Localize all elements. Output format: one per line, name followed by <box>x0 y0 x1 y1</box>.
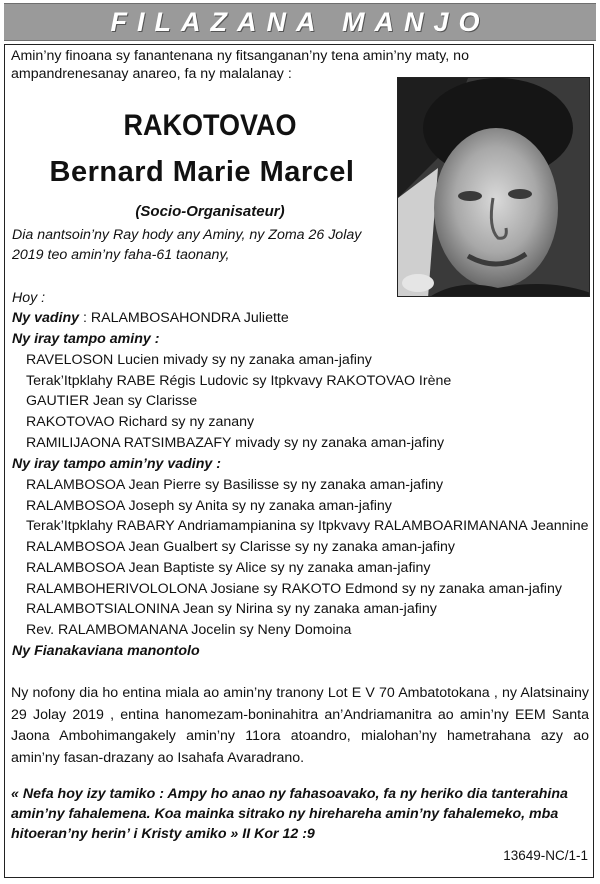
list-item: RALAMBOHERIVOLOLONA Josiane sy RAKOTO Edmond sy ny zanaka aman-jafiny <box>26 581 562 597</box>
reference-code: 13649-NC/1-1 <box>503 848 588 863</box>
funeral-text: Ny nofony dia ho entina miala ao amin’ny tranony Lot E V 70 Ambatotokana , ny Alatsinainy 29 Jolay 2019 , entina hanomezam-boninahitra an’Andriamanitra ao amin’ny EEM Santa Jaona Ambohimangakely amin’ny 11ora atoandro, mialohan’ny hametrahana azy ao amin’ny fasan-drazany ao Isahafa Avaradrano. <box>11 685 589 766</box>
list-item: RAMILIJAONA RATSIMBAZAFY mivady sy ny zanaka aman-jafiny <box>26 435 445 451</box>
list-item: RAKOTOVAO Richard sy ny zanany <box>26 414 255 430</box>
spouse-relatives-heading: Ny iray tampo amin’ny vadiny : <box>12 456 221 472</box>
bible-quote: « Nefa hoy izy tamiko : Ampy ho anao ny fahasoavako, fa ny heriko dia tanterahina amin’ny fahalemena. Koa mainka sitrako ny hirehareha amin’ny fahalemeko, mba hitoeran’ny herin’ i Kristy amiko » II Kor 12 :9 <box>11 786 568 842</box>
deceased-given-names: Bernard Marie Marcel <box>49 156 355 188</box>
spouse-line <box>12 310 289 326</box>
spouse-label: Ny vadiny <box>12 310 80 326</box>
own-relatives-label: Ny iray tampo aminy <box>12 331 151 347</box>
list-item: RALAMBOTSIALONINA Jean sy Nirina sy ny zanaka aman-jafiny <box>26 601 437 617</box>
list-item: RAVELOSON Lucien mivady sy ny zanaka aman-jafiny <box>26 352 372 368</box>
family-all-label: Ny Fianakaviana manontolo <box>12 643 200 659</box>
list-item: GAUTIER Jean sy Clarisse <box>26 393 198 409</box>
intro-text: Amin’ny finoana sy fanantenana ny fitsanganan’ny tena amin’ny maty, no ampandrenesanay anareo, fa ny malalanay : <box>11 48 469 82</box>
deceased-surname: RAKOTOVAO <box>123 109 297 142</box>
list-item: Rev. RALAMBOMANANA Jocelin sy Neny Domoina <box>26 622 352 638</box>
header-banner <box>4 3 596 41</box>
list-item: RALAMBOSOA Jean Pierre sy Basilisse sy ny zanaka aman-jafiny <box>26 477 444 493</box>
deceased-title: (Socio-Organisateur) <box>135 203 285 220</box>
list-item: Terak’Itpklahy RABARY Andriamampianina sy Itpkvavy RALAMBOARIMANANA Jeannine <box>26 518 589 534</box>
list-item: RALAMBOSOA Joseph sy Anita sy ny zanaka aman-jafiny <box>26 498 392 514</box>
spouse-value: : RALAMBOSAHONDRA Juliette <box>79 310 289 326</box>
list-item: RALAMBOSOA Jean Gualbert sy Clarisse sy ny zanaka aman-jafiny <box>26 539 455 555</box>
death-notice: Dia nantsoin’ny Ray hody any Aminy, ny Zoma 26 Jolay 2019 teo amin’ny faha-61 taonany, <box>12 227 362 263</box>
own-relatives-suffix: : <box>150 331 160 347</box>
hoy-label: Hoy : <box>12 290 46 306</box>
list-item: RALAMBOSOA Jean Baptiste sy Alice sy ny zanaka aman-jafiny <box>26 560 431 576</box>
portrait-image <box>398 78 590 297</box>
page-title: FILAZANA MANJO <box>110 7 490 37</box>
list-item: Terak’Itpklahy RABE Régis Ludovic sy Itpkvavy RAKOTOVAO Irène <box>26 373 452 389</box>
portrait-photo <box>397 77 590 297</box>
own-relatives-heading <box>12 331 159 347</box>
